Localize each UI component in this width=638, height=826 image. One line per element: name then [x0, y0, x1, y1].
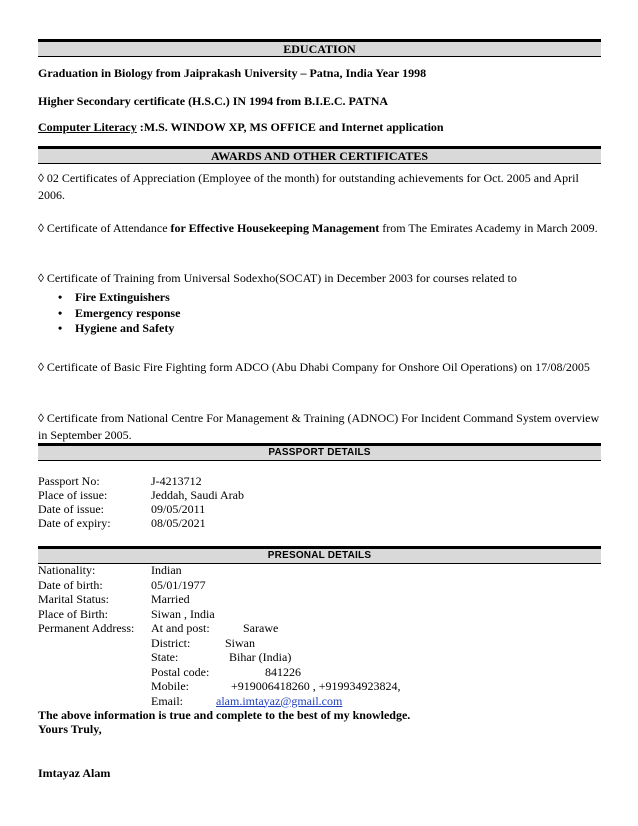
address-district-label: District:	[151, 635, 191, 650]
award-training: ◊ Certificate of Training from Universal Sodexho(SOCAT) in December 2003 for courses related to	[38, 271, 517, 285]
education-graduation: Graduation in Biology from Jaiprakash University – Patna, India Year 1998	[38, 66, 427, 80]
training-course-list	[58, 290, 180, 337]
address-postal-value: 841226	[265, 664, 301, 679]
personal-label: Nationality:	[38, 563, 96, 577]
personal-label: Permanent Address:	[38, 621, 135, 635]
education-header: EDUCATION	[38, 39, 601, 57]
address-mobile-label: Mobile:	[151, 679, 189, 693]
passport-value: 09/05/2011	[151, 502, 206, 516]
passport-label: Date of expiry:	[38, 516, 111, 530]
personal-label: Date of birth:	[38, 577, 103, 592]
personal-value: Siwan , India	[151, 606, 215, 621]
computer-literacy-label: Computer Literacy	[38, 120, 137, 134]
passport-label: Date of issue:	[38, 502, 104, 516]
passport-value: J-4213712	[151, 474, 202, 488]
yours-truly: Yours Truly,	[38, 722, 102, 736]
passport-label: Passport No:	[38, 474, 100, 488]
list-item: • Emergency response	[58, 306, 180, 322]
address-state-label: State:	[151, 650, 179, 664]
award-incident-command: ◊ Certificate from National Centre For Management & Training (ADNOC) For Incident Command System overview in September 2005.	[38, 411, 600, 442]
awards-header: AWARDS AND OTHER CERTIFICATES	[38, 146, 601, 164]
personal-header: PRESONAL DETAILS	[38, 546, 601, 564]
award-attendance-bold: for Effective Housekeeping Management	[170, 221, 380, 235]
personal-value: Married	[151, 592, 190, 606]
education-computer	[38, 120, 444, 135]
address-mobile-value: +919006418260 , +919934923824,	[231, 679, 401, 693]
award-attendance-pre: ◊ Certificate of Attendance	[38, 221, 171, 235]
personal-label: Place of Birth:	[38, 606, 108, 621]
award-appreciation: ◊ 02 Certificates of Appreciation (Employee of the month) for outstanding achievements for Oct. 2005 and April 2006.	[38, 171, 579, 202]
passport-value: 08/05/2021	[151, 516, 206, 530]
email-link[interactable]: alam.imtayaz@gmail.com	[216, 693, 343, 708]
award-fire-fighting: ◊ Certificate of Basic Fire Fighting form ADCO (Abu Dhabi Company for Onshore Oil Operations) on 17/08/2005	[38, 360, 590, 374]
passport-value: Jeddah, Saudi Arab	[151, 488, 244, 502]
signature-name: Imtayaz Alam	[38, 766, 111, 780]
address-state-value: Bihar (India)	[229, 650, 292, 664]
award-attendance	[38, 220, 601, 237]
computer-literacy-value: :M.S. WINDOW XP, MS OFFICE and Internet application	[136, 120, 444, 134]
personal-value: Indian	[151, 563, 182, 577]
list-item: • Hygiene and Safety	[58, 321, 180, 337]
personal-label: Marital Status:	[38, 592, 109, 606]
passport-header: PASSPORT DETAILS	[38, 443, 601, 461]
list-item: • Fire Extinguishers	[58, 290, 180, 306]
award-attendance-post: from The Emirates Academy in March 2009.	[379, 221, 598, 235]
personal-value: At and post:	[151, 621, 210, 635]
passport-label: Place of issue:	[38, 488, 108, 502]
education-hsc: Higher Secondary certificate (H.S.C.) IN 1994 from B.I.E.C. PATNA	[38, 94, 389, 108]
address-postal-label: Postal code:	[151, 664, 210, 679]
personal-value: 05/01/1977	[151, 577, 206, 592]
address-post-value: Sarawe	[243, 621, 279, 635]
address-district-value: Siwan	[225, 635, 255, 650]
declaration-text: The above information is true and complete to the best of my knowledge.	[38, 708, 411, 722]
address-email-label: Email:	[151, 693, 183, 708]
